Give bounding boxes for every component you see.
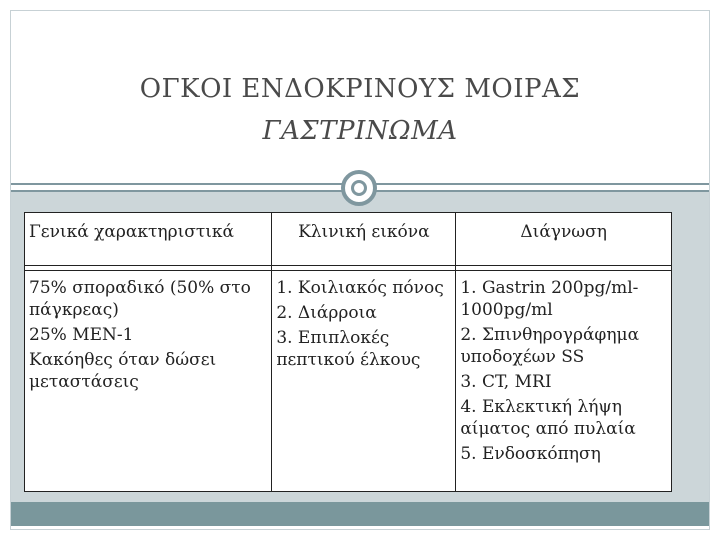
diagnosis-item: 1. Gastrin 200pg/ml-1000pg/ml (460, 278, 639, 320)
header-general: Γενικά χαρακτηριστικά (25, 213, 272, 266)
clinical-item: 3. Επιπλοκές πεπτικού έλκους (276, 328, 421, 370)
diagnosis-list (460, 277, 667, 465)
diagnosis-item: 3. CT, MRI (460, 372, 552, 392)
circle-ornament-icon (341, 170, 377, 206)
slide-title: ΟΓΚΟΙ ΕΝΔΟΚΡΙΝΟΥΣ ΜΟΙΡΑΣ (139, 74, 581, 104)
general-item: 25% MEN-1 (29, 325, 134, 345)
cell-diagnosis (456, 271, 672, 492)
slide-subtitle: ΓΑΣΤΡΙΝΩΜΑ (262, 116, 458, 146)
clinical-item: 2. Διάρροια (276, 303, 377, 323)
body-row (25, 271, 672, 492)
general-item: 75% σποραδικό (50% στο πάγκρεας) (29, 278, 251, 320)
footer-band (11, 502, 709, 526)
header-row (25, 213, 672, 266)
general-item: Κακόηθες όταν δώσει μεταστάσεις (29, 350, 217, 392)
cell-general (25, 271, 272, 492)
header-diagnosis: Διάγνωση (456, 213, 672, 266)
cell-clinical (272, 271, 456, 492)
diagnosis-item: 2. Σπινθηρογράφημα υποδοχέων SS (460, 325, 640, 367)
header-clinical: Κλινική εικόνα (272, 213, 456, 266)
diagnosis-item: 5. Ενδοσκόπηση (460, 444, 601, 464)
clinical-list (276, 277, 451, 371)
info-table (24, 212, 672, 492)
clinical-item: 1. Κοιλιακός πόνος (276, 278, 444, 298)
circle-inner-ring (351, 180, 367, 196)
diagnosis-item: 4. Εκλεκτική λήψη αίματος από πυλαία (460, 397, 636, 439)
